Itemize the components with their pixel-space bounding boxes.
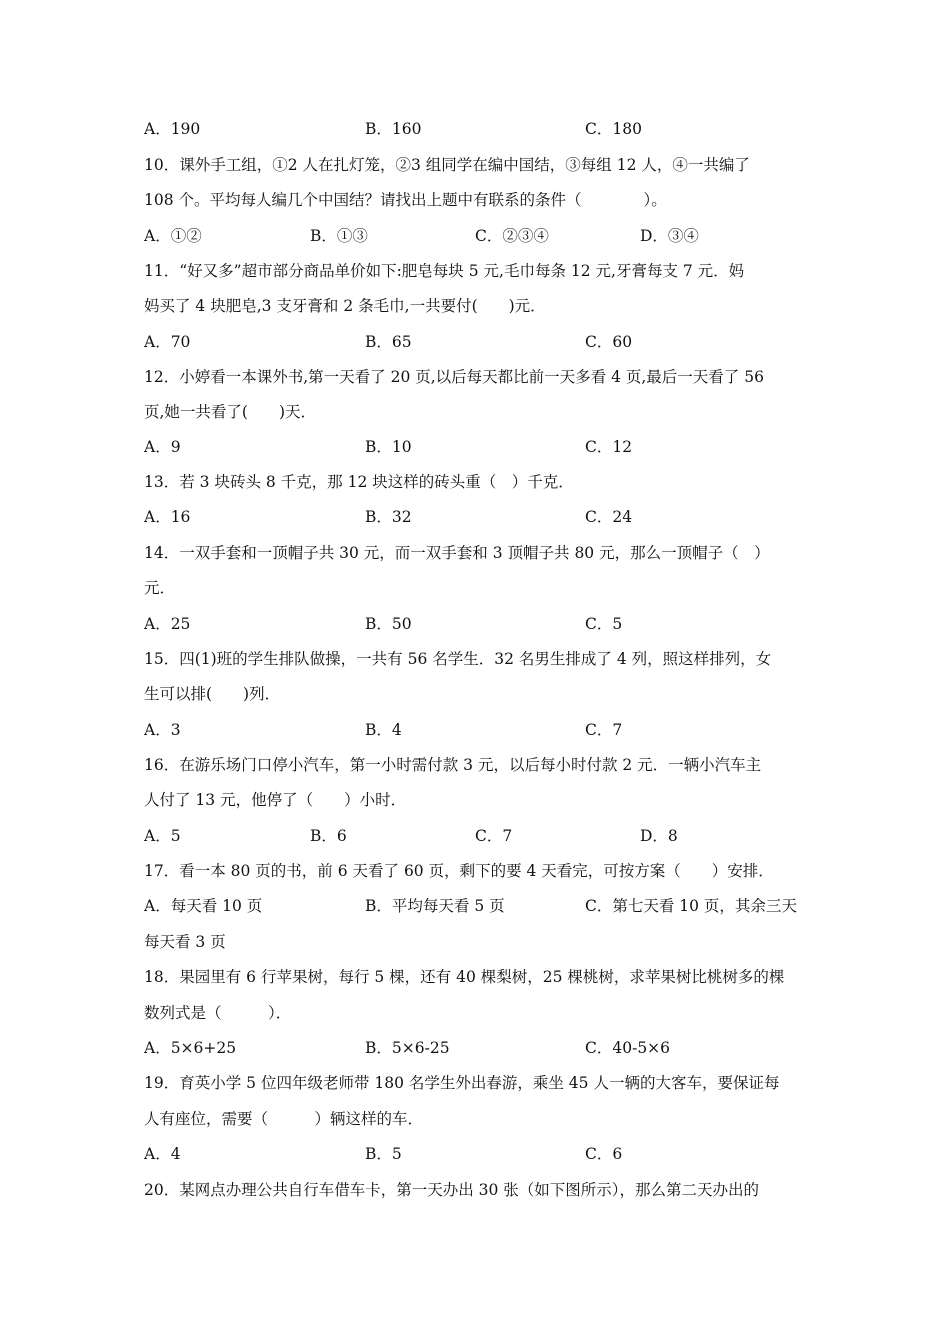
q17-stem-line1: 17．看一本 80 页的书，前 6 天看了 60 页，剩下的要 4 天看完，可按方案（ ）安排．	[144, 862, 774, 880]
q17-option-c: C．第七天看 10 页，其余三天	[585, 897, 797, 915]
q16-option-c: C．7	[475, 827, 513, 845]
q10-option-b: B．①③	[310, 227, 368, 245]
q18-option-b: B．5×6-25	[365, 1039, 450, 1057]
q15-option-c: C．7	[585, 721, 623, 739]
q11-option-b: B．65	[365, 333, 412, 351]
q18-stem-line1: 18．果园里有 6 行苹果树，每行 5 棵，还有 40 棵梨树，25 棵桃树，求苹果树比桃树多的棵	[144, 968, 785, 986]
q9-option-a: A．190	[144, 120, 201, 138]
q20-stem-line1: 20．某网点办理公共自行车借车卡，第一天办出 30 张（如下图所示），那么第二天办出的	[144, 1181, 760, 1199]
q12-option-b: B．10	[365, 438, 412, 456]
q11-stem-line1: 11．“好又多”超市部分商品单价如下:肥皂每块 5 元,毛巾每条 12 元,牙膏每支 7 元．妈	[144, 262, 745, 280]
q9-option-c: C．180	[585, 120, 642, 138]
q19-option-a: A．4	[144, 1145, 181, 1163]
q12-stem-line1: 12．小婷看一本课外书,第一天看了 20 页,以后每天都比前一天多看 4 页,最后一天看了 56	[144, 368, 764, 386]
q16-stem-line1: 16．在游乐场门口停小汽车，第一小时需付款 3 元，以后每小时付款 2 元．一辆小汽车主	[144, 756, 762, 774]
q11-stem-line2: 妈买了 4 块肥皂,3 支牙膏和 2 条毛巾,一共要付( )元．	[144, 297, 546, 315]
q11-option-a: A．70	[144, 333, 191, 351]
q19-option-c: C．6	[585, 1145, 623, 1163]
q16-stem-line2: 人付了 13 元，他停了（ ）小时．	[144, 791, 407, 809]
q16-option-d: D．8	[640, 827, 678, 845]
q11-option-c: C．60	[585, 333, 633, 351]
q13-option-b: B．32	[365, 508, 412, 526]
q12-option-a: A．9	[144, 438, 181, 456]
q19-stem-line2: 人有座位，需要（ ）辆这样的车．	[144, 1110, 424, 1128]
q16-option-a: A．5	[144, 827, 181, 845]
q15-option-b: B．4	[365, 721, 402, 739]
q18-stem-line2: 数列式是（ ）．	[144, 1004, 292, 1022]
q10-option-a: A．①②	[144, 227, 202, 245]
q17-option-c-continued: 每天看 3 页	[144, 933, 226, 951]
q10-option-d: D．③④	[640, 227, 699, 245]
q13-option-a: A．16	[144, 508, 191, 526]
q13-option-c: C．24	[585, 508, 633, 526]
q14-stem-line2: 元．	[144, 579, 176, 597]
q9-option-b: B．160	[365, 120, 422, 138]
q14-option-c: C．5	[585, 615, 623, 633]
q17-option-b: B．平均每天看 5 页	[365, 897, 505, 915]
q19-option-b: B．5	[365, 1145, 402, 1163]
q14-option-a: A．25	[144, 615, 191, 633]
q19-stem-line1: 19．育英小学 5 位四年级老师带 180 名学生外出春游，乘坐 45 人一辆的大客车，要保证每	[144, 1074, 780, 1092]
q18-option-c: C．40-5×6	[585, 1039, 671, 1057]
q17-option-a: A．每天看 10 页	[144, 897, 263, 915]
q14-stem-line1: 14．一双手套和一顶帽子共 30 元，而一双手套和 3 顶帽子共 80 元，那么一顶帽子（ ）	[144, 544, 770, 562]
q12-stem-line2: 页,她一共看了( )天．	[144, 403, 317, 421]
q16-option-b: B．6	[310, 827, 347, 845]
q15-option-a: A．3	[144, 721, 181, 739]
q15-stem-line1: 15．四(1)班的学生排队做操，一共有 56 名学生．32 名男生排成了 4 列，照这样排列，女	[144, 650, 772, 668]
q10-option-c: C．②③④	[475, 227, 549, 245]
q10-stem-line1: 10．课外手工组，①2 人在扎灯笼，②3 组同学在编中国结，③每组 12 人，④一共编了	[144, 156, 750, 174]
q15-stem-line2: 生可以排( )列．	[144, 685, 281, 703]
q14-option-b: B．50	[365, 615, 412, 633]
q13-stem-line1: 13．若 3 块砖头 8 千克，那 12 块这样的砖头重（ ）千克．	[144, 473, 574, 491]
q18-option-a: A．5×6+25	[144, 1039, 237, 1057]
q12-option-c: C．12	[585, 438, 633, 456]
q10-stem-line2: 108 个。平均每人编几个中国结？请找出上题中有联系的条件（ ）。	[144, 191, 667, 209]
